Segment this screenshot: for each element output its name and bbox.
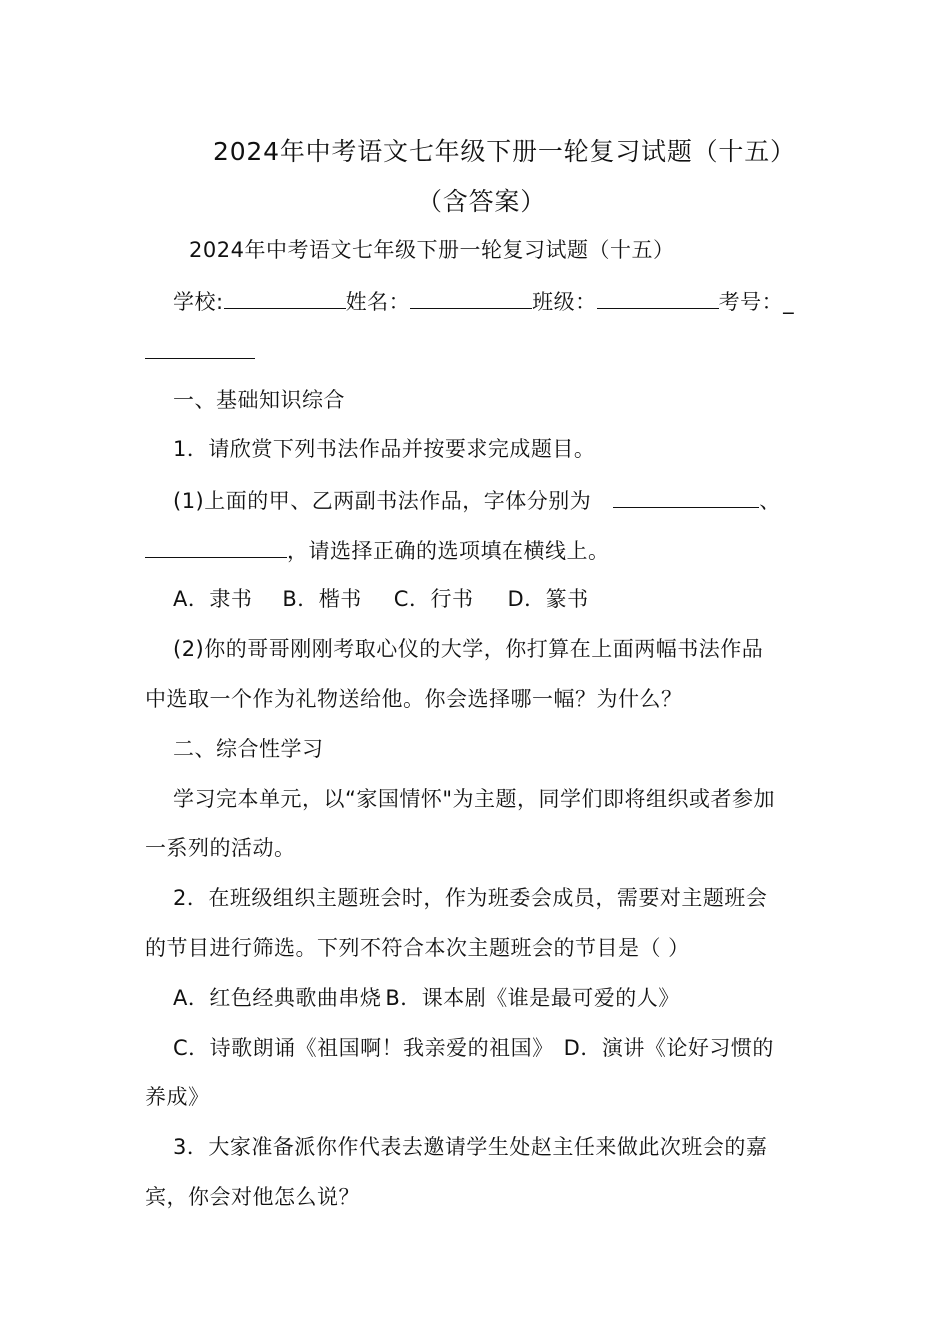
question-1-options [173, 585, 589, 613]
question-2-stem-line-1: 2．在班级组织主题班会时，作为班委会成员，需要对主题班会 [173, 886, 768, 910]
answer-blank-1[interactable] [613, 485, 759, 508]
student-info-row [173, 286, 794, 316]
number-label: 考号：_ [718, 290, 795, 314]
name-blank[interactable] [410, 286, 532, 309]
question-3-stem-line-2: 宾，你会对他怎么说？ [145, 1185, 360, 1209]
option-d-continuation: 养成》 [145, 1085, 210, 1109]
option-c[interactable]: C．诗歌朗诵《祖国啊！我亲爱的祖国》 [173, 1036, 554, 1060]
option-a[interactable]: A．红色经典歌曲串烧 [173, 986, 382, 1010]
option-c[interactable]: C．行书 [393, 587, 474, 611]
name-label: 姓名： [345, 290, 411, 314]
question-2-options-row-1 [173, 984, 680, 1012]
option-b[interactable]: B．楷书 [282, 587, 362, 611]
section-2-intro-line-1: 学习完本单元，以“家国情怀"为主题，同学们即将组织或者参加 [173, 787, 776, 811]
question-1-part-1-instruction: ，请选择正确的选项填在横线上。 [287, 539, 610, 563]
section-2-intro-line-2: 一系列的活动。 [145, 836, 296, 860]
page-subtitle: 2024年中考语文七年级下册一轮复习试题（十五） [189, 238, 675, 262]
option-d[interactable]: D．演讲《论好习惯的 [563, 1036, 774, 1060]
section-heading-2: 二、综合性学习 [173, 737, 324, 761]
school-blank[interactable] [224, 286, 346, 309]
number-blank-row [145, 336, 255, 366]
question-2-stem-line-2: 的节目进行筛选。下列不符合本次主题班会的节目是（ ） [145, 936, 690, 960]
class-blank[interactable] [597, 286, 719, 309]
class-label: 班级： [532, 290, 597, 314]
section-heading-1: 一、基础知识综合 [173, 388, 345, 412]
page-title: 2024年中考语文七年级下册一轮复习试题（十五） [213, 137, 796, 166]
blank-separator: 、 [759, 489, 781, 513]
option-d[interactable]: D．篆书 [507, 587, 589, 611]
question-1-part-2-line-1: (2)你的哥哥刚刚考取心仪的大学，你打算在上面两幅书法作品 [173, 637, 764, 661]
question-1-part-1-cont [145, 535, 610, 565]
question-2-options-row-2 [173, 1034, 774, 1062]
question-3-stem-line-1: 3．大家准备派你作代表去邀请学生处赵主任来做此次班会的嘉 [173, 1135, 768, 1159]
page-title-suffix: （含答案） [417, 187, 547, 216]
question-1-part-1-text: (1)上面的甲、乙两副书法作品，字体分别为 [173, 489, 592, 513]
question-1-part-1 [173, 485, 781, 515]
answer-blank-2[interactable] [145, 535, 287, 558]
question-1-part-2-line-2: 中选取一个作为礼物送给他。你会选择哪一幅？为什么？ [145, 687, 683, 711]
number-blank[interactable] [145, 336, 255, 359]
school-label: 学校: [173, 290, 224, 314]
question-1-stem: 1．请欣赏下列书法作品并按要求完成题目。 [173, 437, 596, 461]
option-a[interactable]: A．隶书 [173, 587, 253, 611]
option-b[interactable]: B．课本剧《谁是最可爱的人》 [385, 986, 680, 1010]
